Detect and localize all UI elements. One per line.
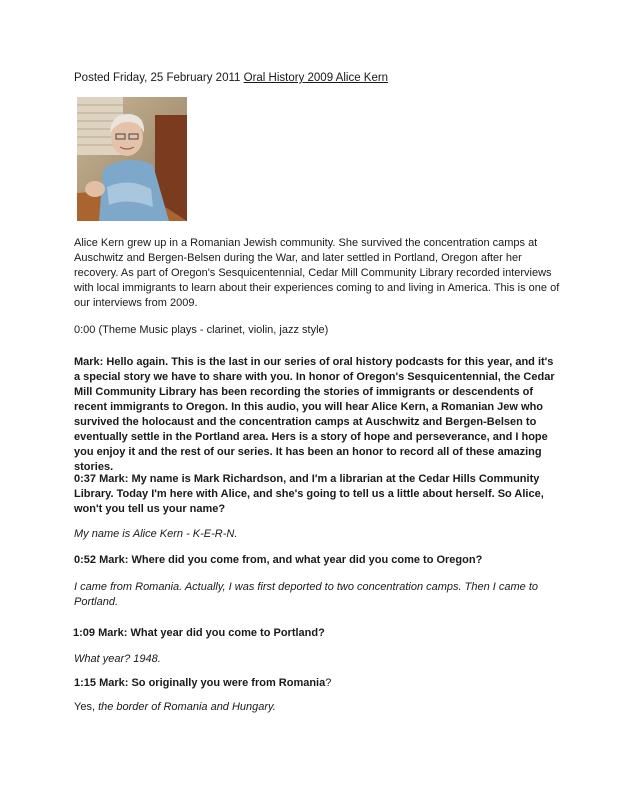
mark-question-3: 1:09 Mark: What year did you come to Portland?: [73, 627, 325, 639]
alice-answer-2: I came from Romania. Actually, I was first deported to two concentration camps. Then I came to Portland.: [74, 581, 539, 608]
mark-question-4-text: 1:15 Mark: So originally you were from Romania: [74, 677, 326, 689]
mark-question-4: [74, 676, 562, 691]
mark-question-1: 0:37 Mark: My name is Mark Richardson, and I'm a librarian at the Cedar Hills Community Library. Today I'm here with Alice, and she's going to tell us a little about herself. So Alice, won't you tell us your name?: [74, 473, 544, 515]
alice-answer-3: What year? 1948.: [74, 653, 161, 665]
title-link[interactable]: Oral History 2009 Alice Kern: [243, 72, 389, 84]
answer-4-prefix: Yes,: [74, 701, 99, 713]
mark-intro: Mark: Hello again. This is the last in our series of oral history podcasts for this year, and it's a special story we have to share with you. In honor of Oregon's Sesquicentennial, the Cedar Mill Community Library has been recording the stories of immigrants or descendents of recent immigrants to Oregon. In this audio, you will hear Alice Kern, a Romanian Jew who survived the holocaust and the concentration camps at Auschwitz and Bergen-Belsen to eventually settle in the Portland area. Hers is a story of hope and perseverance, and I hope you enjoy it and the rest of our series. It has been an honor to record all of these amazing stories.: [74, 356, 555, 473]
mark-question-2: 0:52 Mark: Where did you come from, and what year did you come to Oregon?: [74, 554, 483, 566]
post-header: [74, 72, 388, 84]
intro-paragraph: Alice Kern grew up in a Romanian Jewish community. She survived the concentration camps at Auschwitz and Bergen-Belsen during the War, and later settled in Portland, Oregon after her recovery. As part of Oregon's Sesquicentennial, Cedar Mill Community Library recorded interviews with local immigrants to learn about their experiences coming to and living in America. This is one of our interviews from 2009.: [74, 237, 560, 309]
portrait-photo: [77, 97, 187, 221]
alice-answer-4: [74, 700, 562, 715]
answer-4-text: the border of Romania and Hungary.: [98, 701, 276, 713]
theme-music-note: 0:00 (Theme Music plays - clarinet, violin, jazz style): [74, 324, 329, 336]
question-mark: ?: [325, 677, 332, 689]
alice-answer-1: My name is Alice Kern - K-E-R-N.: [74, 528, 238, 540]
posted-date: Posted Friday, 25 February 2011: [74, 72, 241, 84]
